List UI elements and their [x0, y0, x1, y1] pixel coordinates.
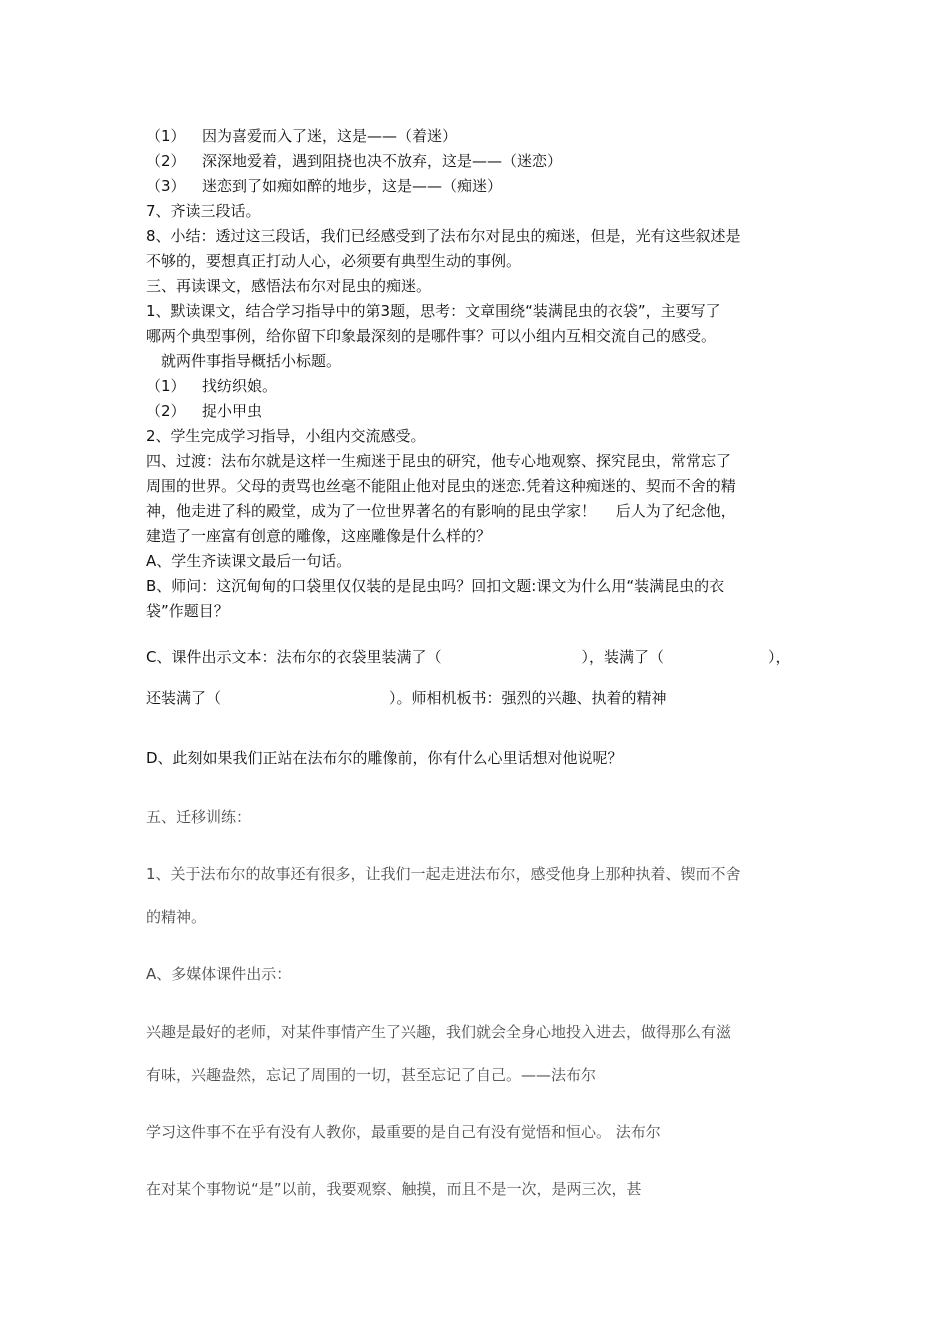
section-5-heading: 五、迁移训练： — [146, 808, 252, 826]
section-4-item-b-line: 袋”作题目？ — [146, 602, 229, 620]
outline-text: 因为喜爱而入了迷，这是——（着迷） — [202, 127, 458, 145]
subtitle-item — [146, 399, 816, 424]
section-3-heading: 三、再读课文，感悟法布尔对昆虫的痴迷。 — [146, 277, 432, 295]
lesson-top-block — [146, 124, 816, 624]
quote-line: 兴趣是最好的老师，对某件事情产生了兴趣，我们就会全身心地投入进去，做得那么有滋 — [146, 1023, 732, 1041]
subtitle-text: 捉小甲虫 — [202, 402, 263, 420]
outline-item — [146, 174, 816, 199]
section-5-item-1-line: 1、关于法布尔的故事还有很多，让我们一起走进法布尔，感受他身上那种执着、锲而不舍 — [146, 865, 741, 883]
quote-line: 学习这件事不在乎有没有人教你，最重要的是自己有没有觉悟和恒心。 法布尔 — [146, 1123, 661, 1141]
subtitle-number: （2） — [146, 402, 186, 420]
section-4-line: 建造了一座富有创意的雕像，这座雕像是什么样的？ — [146, 527, 492, 545]
section-4-item-d: D、此刻如果我们正站在法布尔的雕像前，你有什么心里话想对他说呢？ — [146, 749, 623, 767]
board-notes: ）。师相机板书：强烈的兴趣、执着的精神 — [389, 689, 667, 707]
fill-in-prompt-start: C、课件出示文本：法布尔的衣袋里装满了（ — [146, 648, 442, 666]
subtitle-number: （1） — [146, 377, 186, 395]
section-4-item-c-line-1 — [146, 645, 816, 670]
outline-number: （2） — [146, 152, 186, 170]
section-3-item-1-line: 就两件事指导概括小标题。 — [161, 352, 342, 370]
quote-line: 在对某个事物说“是”以前，我要观察、触摸，而且不是一次，是两三次，甚 — [146, 1180, 642, 1198]
subtitle-item — [146, 374, 816, 399]
section-3-item-2: 2、学生完成学习指导，小组内交流感受。 — [146, 427, 426, 445]
section-4-item-c-line-2 — [146, 686, 816, 711]
section-4-line: 周围的世界。父母的责骂也丝毫不能阻止他对昆虫的迷恋.凭着这种痴迷的、契而不舍的精 — [146, 477, 736, 495]
section-3-item-1-line: 哪两个典型事例，给你留下印象最深刻的是哪件事？可以小组内互相交流自己的感受。 — [146, 327, 717, 345]
outline-text: 深深地爱着，遇到阻挠也决不放弃，这是——（迷恋） — [202, 152, 563, 170]
outline-number: （3） — [146, 177, 186, 195]
paragraph-8-line: 8、小结：透过这三段话，我们已经感受到了法布尔对昆虫的痴迷，但是，光有这些叙述是 — [146, 227, 741, 245]
subtitle-text: 找纺织娘。 — [202, 377, 278, 395]
section-5-item-1-line: 的精神。 — [146, 908, 207, 926]
fill-in-prompt-middle: ），装满了（ — [581, 648, 664, 666]
fill-in-prompt-end: ）， — [768, 648, 791, 666]
section-3-item-1-line: 1、默读课文，结合学习指导中的第3题，思考：文章围绕“装满昆虫的衣袋”，主要写了 — [146, 302, 721, 320]
section-4-line: 神，他走进了科的殿堂，成为了一位世界著名的有影响的昆虫学家！ 后人为了纪念他， — [146, 502, 736, 520]
section-5-item-a: A、多媒体课件出示： — [146, 965, 292, 983]
outline-number: （1） — [146, 127, 186, 145]
section-4-item-b-line: B、师问：这沉甸甸的口袋里仅仅装的是昆虫吗？回扣文题:课文为什么用“装满昆虫的衣 — [146, 577, 725, 595]
outline-text: 迷恋到了如痴如醉的地步，这是——（痴迷） — [202, 177, 503, 195]
paragraph-8-line: 不够的，要想真正打动人心，必须要有典型生动的事例。 — [146, 252, 522, 270]
outline-item — [146, 124, 816, 149]
fill-in-prompt-start: 还装满了（ — [146, 689, 222, 707]
quote-line: 有味，兴趣盎然，忘记了周围的一切，甚至忘记了自己。——法布尔 — [146, 1066, 597, 1084]
outline-item — [146, 149, 816, 174]
paragraph-7: 7、齐读三段话。 — [146, 202, 261, 220]
section-4-item-a: A、学生齐读课文最后一句话。 — [146, 552, 352, 570]
section-4-line: 四、过渡：法布尔就是这样一生痴迷于昆虫的研究，他专心地观察、探究昆虫，常常忘了 — [146, 452, 732, 470]
